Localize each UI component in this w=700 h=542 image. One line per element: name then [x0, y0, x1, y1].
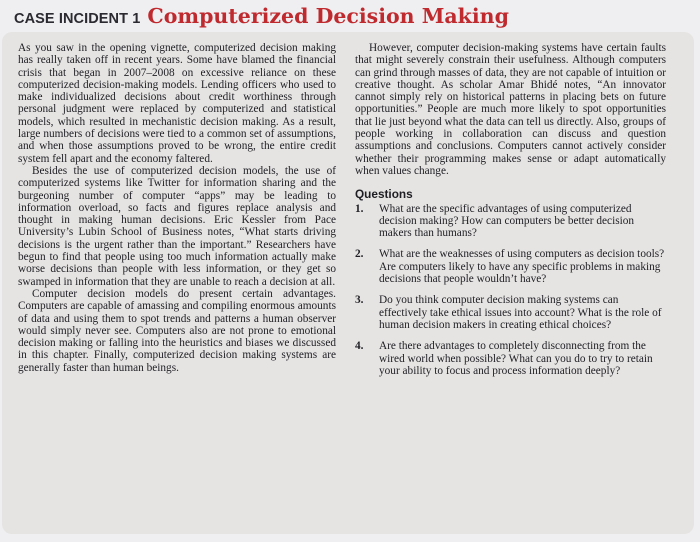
question-text: Do you think computer decision making systems can effectively take ethical issues into account? What is the role of human decision makers in creating ethical choices? [379, 294, 662, 331]
paragraph-2: Besides the use of computerized decision models, the use of computerized systems like Twitter for information sharing and the burgeoning number of computer “apps” may be leading to information overload, so facts and figures replace analysis and thought in making human decisions. Eric Kessler from Pace University’s Lubin School of Business notes, “What starts driving decisions is the urgent rather than the important.” Researchers have begun to find that people using too much information actually make worse decisions than people with less information, or they get so swamped in information that they are unable to reach a decision at all. [18, 164, 336, 288]
left-column [18, 42, 336, 374]
case-title: Computerized Decision Making [147, 4, 509, 28]
question-text: What are the weaknesses of using computers as decision tools? Are computers likely to have any specific problems in making decisions that people wouldn’t have? [379, 248, 665, 286]
case-header [14, 4, 509, 34]
right-column [355, 42, 666, 386]
question-item [355, 294, 666, 331]
paragraph-4: However, computer decision-making systems have certain faults that might severely constrain their usefulness. Although computers can grind through masses of data, they are not capable of intuition or creative thought. As scholar Amar Bhidé notes, “An innovator cannot simply rely on historical patterns in placing bets on future opportunities.” People are much more likely to spot opportunities that lie just beyond what the data can tell us directly. Also, groups of people working in collaboration can discuss and question assumptions and conclusions. Computers cannot actively consider whether their programming makes sense or adapt automatically when values change. [355, 42, 666, 177]
question-text: Are there advantages to completely disconnecting from the wired world when possible? What can you do to try to retain your ability to focus and process information deeply? [379, 340, 653, 377]
question-text: What are the specific advantages of using computerized decision making? How can computers be better decision makers than humans? [379, 202, 635, 240]
question-item [355, 340, 666, 377]
questions-list [355, 203, 666, 378]
paragraph-3: Computer decision models do present certain advantages. Computers are capable of amassing and compiling enormous amounts of data and using them to spot trends and patterns a human observer would simply never see. Computers also are not prone to emotional decision making or falling into the heuristics and biases we discussed in this chapter. Finally, computerized decision making systems are generally faster than human beings. [18, 287, 336, 374]
question-number: 4. [355, 340, 364, 353]
questions-heading: Questions [355, 187, 413, 202]
question-item [355, 248, 666, 285]
question-number: 3. [355, 294, 364, 307]
paragraph-1: As you saw in the opening vignette, computerized decision making has really taken off in recent years. Some have blamed the financial crisis that began in 2007–2008 on excessive reliance on these computerized decision-making models. Lending officers who used to make individualized decisions about credit worthiness through personal judgment were replaced by computerized and statistical models, which resulted in mechanistic decision making. As a result, large numbers of decisions were tied to a common set of assumptions, and when those assumptions proved to be wrong, the entire credit system fell apart and the economy faltered. [18, 42, 336, 165]
question-number: 2. [355, 248, 364, 261]
question-item [355, 203, 666, 240]
question-number: 1. [355, 202, 364, 215]
case-label: CASE INCIDENT 1 [14, 11, 141, 27]
